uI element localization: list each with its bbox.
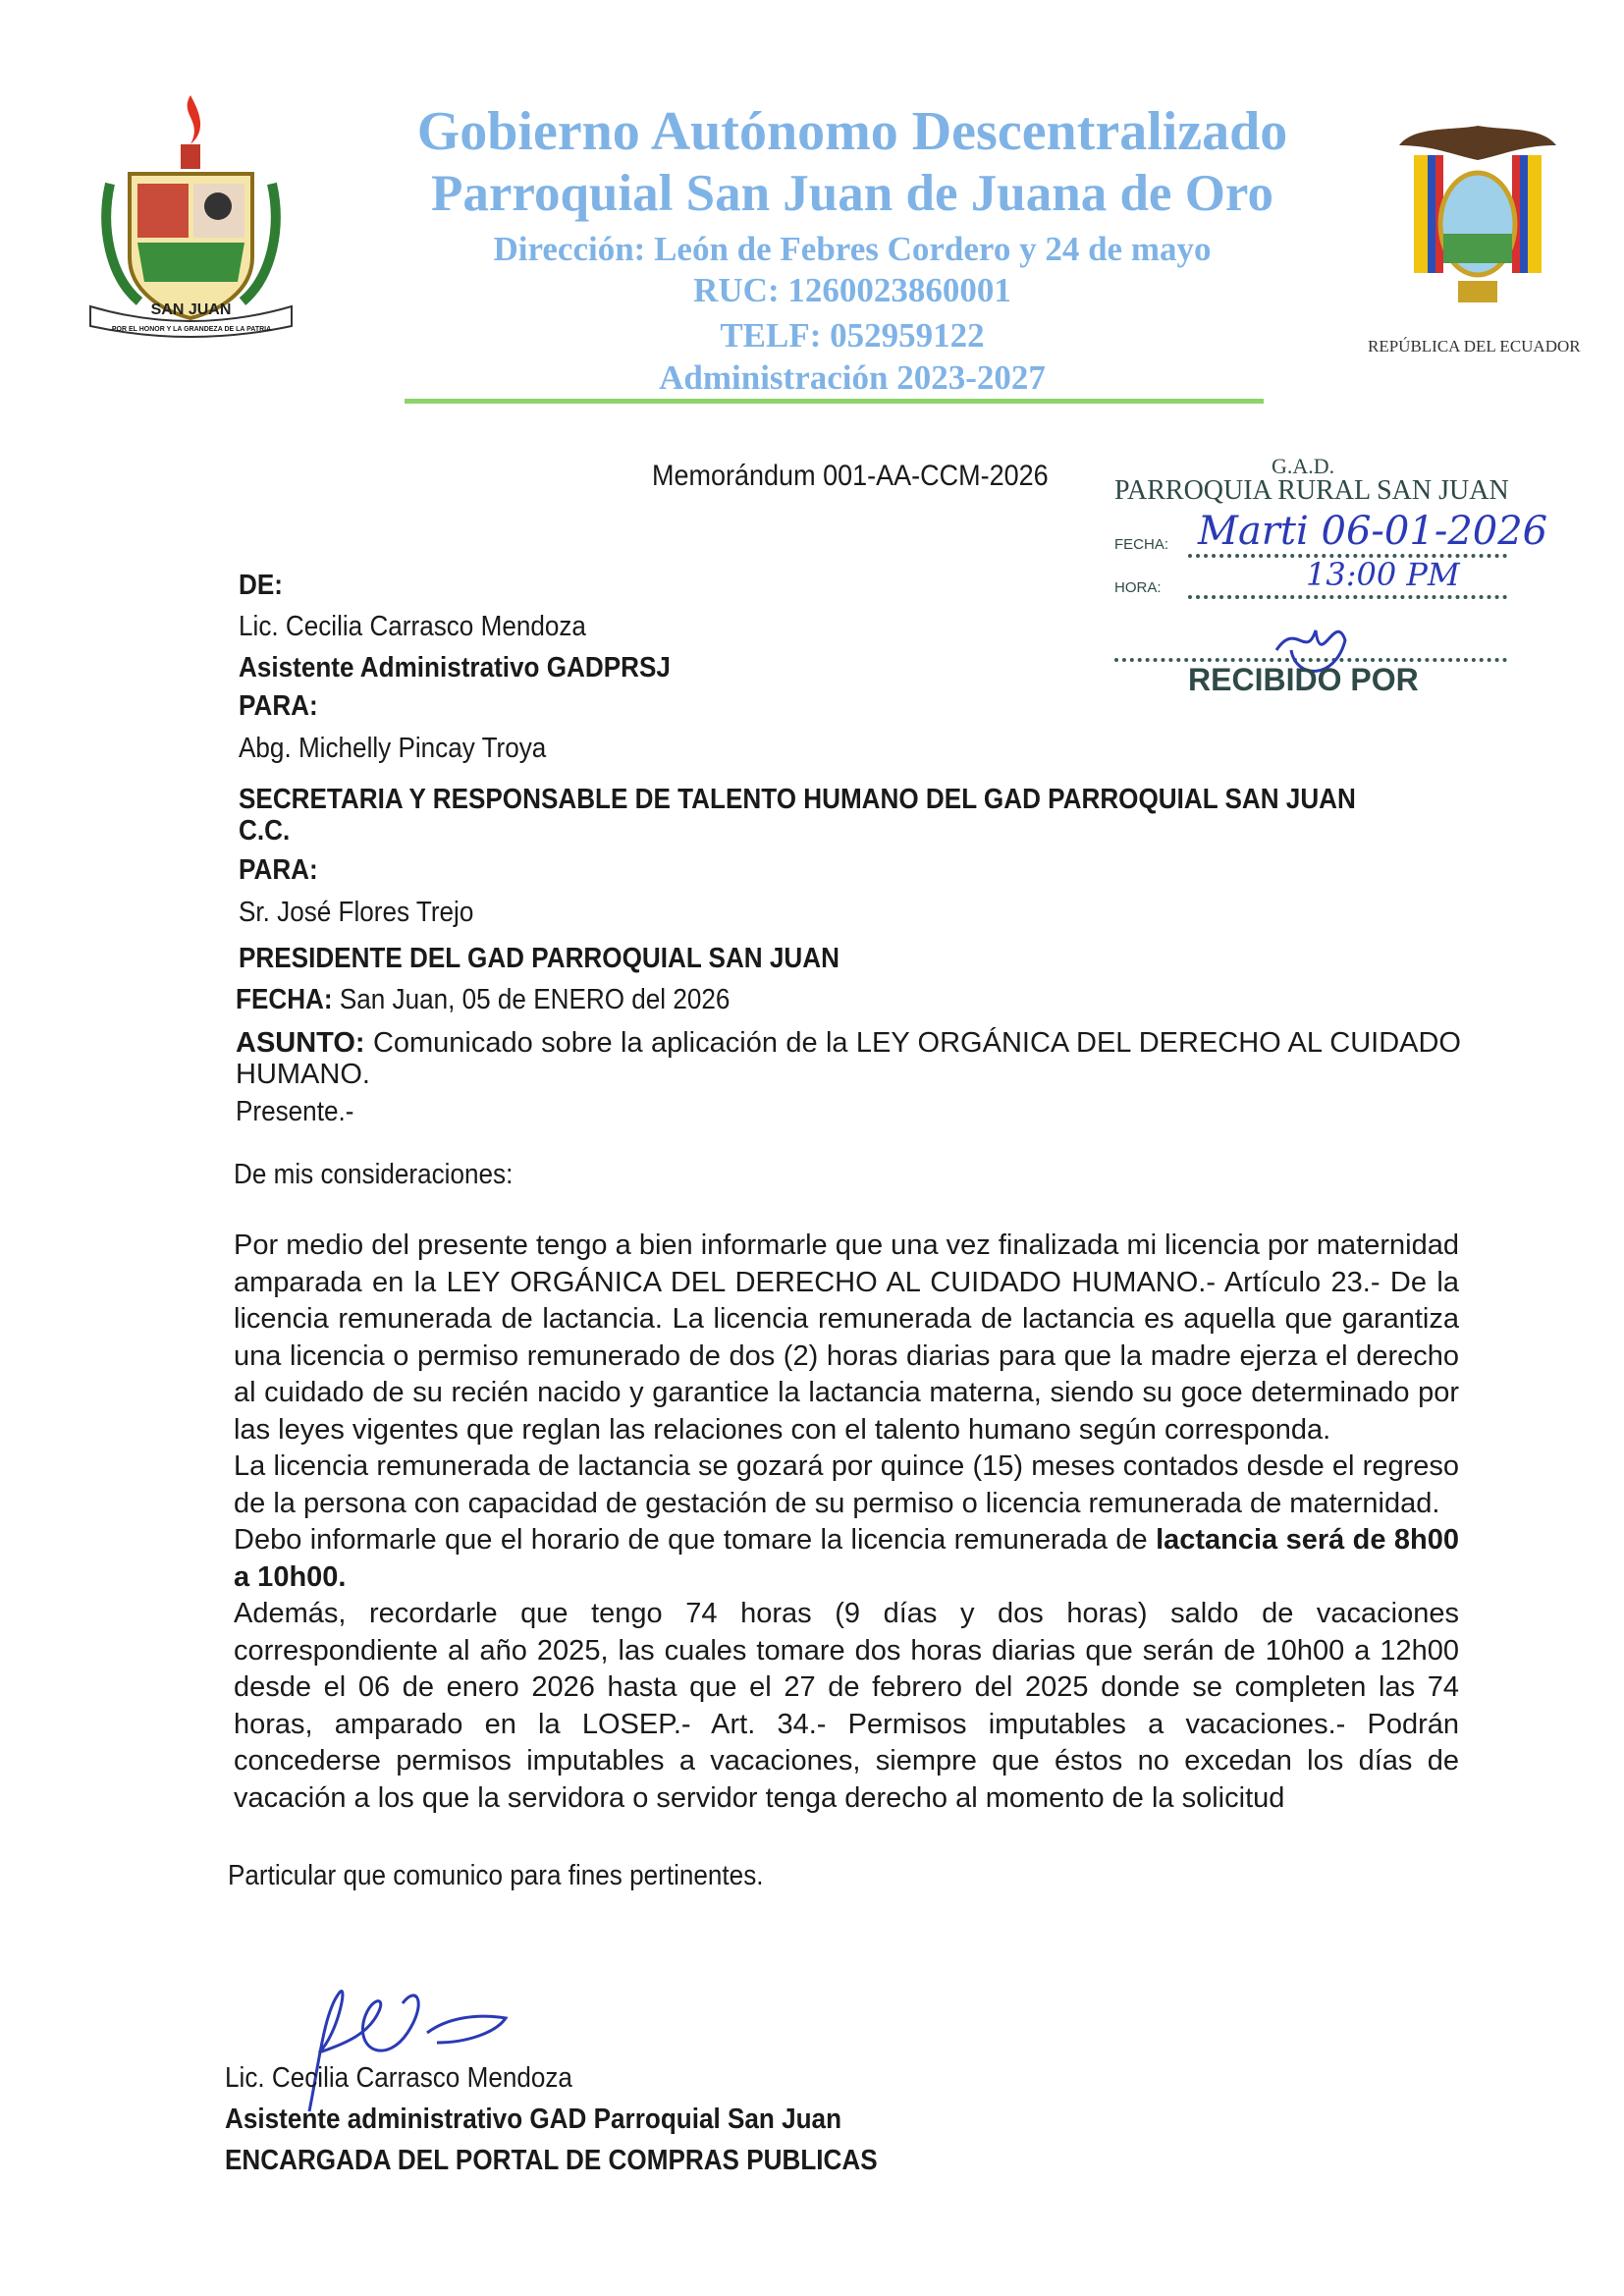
cc-para-label: PARA: [239, 854, 318, 886]
body-text [234, 1228, 1459, 1817]
logo-motto-text: POR EL HONOR Y LA GRANDEZA DE LA PATRIA [111, 326, 272, 333]
stamp-fecha-value: Marti 06-01-2026 [1198, 509, 1548, 554]
stamp-line2: PARROQUIA RURAL SAN JUAN [1114, 475, 1509, 506]
paragraph-2: La licencia remunerada de lactancia se gozará por quince (15) meses contados desde el regreso de la persona con capacidad de gestación de su permiso o licencia remunerada de maternidad. [234, 1450, 1459, 1519]
header-title-line1: Gobierno Autónomo Descentralizado [416, 101, 1288, 162]
header-title-line2: Parroquial San Juan de Juana de Oro [430, 165, 1273, 222]
signature-title2: ENCARGADA DEL PORTAL DE COMPRAS PUBLICAS [225, 2145, 878, 2176]
header-ruc: RUC: 1260023860001 [693, 271, 1011, 309]
header-address: Dirección: León de Febres Cordero y 24 de mayo [493, 230, 1212, 268]
para-label: PARA: [239, 690, 318, 722]
paragraph-3-text: Debo informarle que el horario de que tomare la licencia remunerada de [234, 1524, 1157, 1556]
asunto-label: ASUNTO: [236, 1027, 365, 1059]
stamp-hora-line [1188, 595, 1507, 599]
fecha-row [236, 984, 730, 1016]
logo-banner-text: SAN JUAN [150, 301, 232, 318]
stamp-hora-value: 13:00 PM [1306, 556, 1460, 593]
fecha-label: FECHA: [236, 984, 333, 1015]
cc-title: PRESIDENTE DEL GAD PARROQUIAL SAN JUAN [239, 943, 839, 974]
signature-title1: Asistente administrativo GAD Parroquial San Juan [225, 2104, 842, 2135]
paragraph-4: Además, recordarle que tengo 74 horas (9 días y dos horas) saldo de vacaciones correspondiente al año 2025, las cuales tomare dos horas diarias que serán de 10h00 a 12h00 desde el 06 de enero 2026 hasta que el 27 de febrero del 2025 donde se completen las 74 horas, amparado en la LOSEP.- Art. 34.- Permisos imputables a vacaciones.- Podrán concederse permisos imputables a vacaciones, siempre que éstos no excedan los días de vacación a los que la servidora o servidor tenga derecho al momento de la solicitud [234, 1598, 1459, 1814]
cc-label: C.C. [239, 815, 291, 847]
received-stamp [1114, 454, 1548, 699]
ecuador-coat-of-arms-logo [1394, 116, 1561, 327]
header-divider [405, 399, 1264, 404]
de-name: Lic. Cecilia Carrasco Mendoza [239, 611, 586, 642]
paragraph-3 [234, 1522, 1459, 1596]
header-phone: TELF: 052959122 [720, 316, 985, 355]
de-label: DE: [239, 570, 283, 601]
presente: Presente.- [236, 1096, 354, 1127]
stamp-received-label: RECIBIDO POR [1188, 662, 1419, 697]
cc-name: Sr. José Flores Trejo [239, 897, 474, 928]
para-title: SECRETARIA Y RESPONSABLE DE TALENTO HUMANO DEL GAD PARROQUIAL SAN JUAN [239, 784, 1356, 815]
asunto-value: Comunicado sobre la aplicación de la LEY ORGÁNICA DEL DERECHO AL CUIDADO HUMANO. [236, 1027, 1461, 1090]
asunto-row [236, 1027, 1461, 1090]
fecha-value: San Juan, 05 de ENERO del 2026 [332, 984, 731, 1015]
ecuador-caption: REPÚBLICA DEL ECUADOR [1368, 337, 1581, 355]
de-title: Asistente Administrativo GADPRSJ [239, 652, 671, 683]
closing: Particular que comunico para fines pertinentes. [228, 1860, 764, 1891]
stamp-line1: G.A.D. [1272, 454, 1335, 478]
header-administration: Administración 2023-2027 [659, 358, 1046, 397]
para-name: Abg. Michelly Pincay Troya [239, 733, 547, 764]
signature-name: Lic. Cecilia Carrasco Mendoza [225, 2062, 572, 2094]
stamp-hora-label: HORA: [1114, 579, 1162, 596]
paragraph-3-bold: lactancia será de 8h00 a 10h00. [234, 1524, 1459, 1593]
memo-number: Memorándum 001-AA-CCM-2026 [652, 460, 1049, 492]
greeting: De mis consideraciones: [234, 1159, 514, 1190]
stamp-fecha-label: FECHA: [1114, 536, 1169, 553]
handwritten-signature [280, 1974, 515, 2121]
paragraph-1: Por medio del presente tengo a bien informarle que una vez finalizada mi licencia por maternidad amparada en la LEY ORGÁNICA DEL DERECHO AL CUIDADO HUMANO.- Artículo 23.- De la licencia remunerada de lactancia. La licencia remunerada de lactancia es aquella que garantiza una licencia o permiso remunerado de dos (2) horas diarias para que la madre ejerza el derecho al cuidado de su recién nacido y garantice la lactancia materna, siendo su goce determinado por las leyes vigentes que reglan las relaciones con el talento humano según corresponda. [234, 1230, 1459, 1446]
